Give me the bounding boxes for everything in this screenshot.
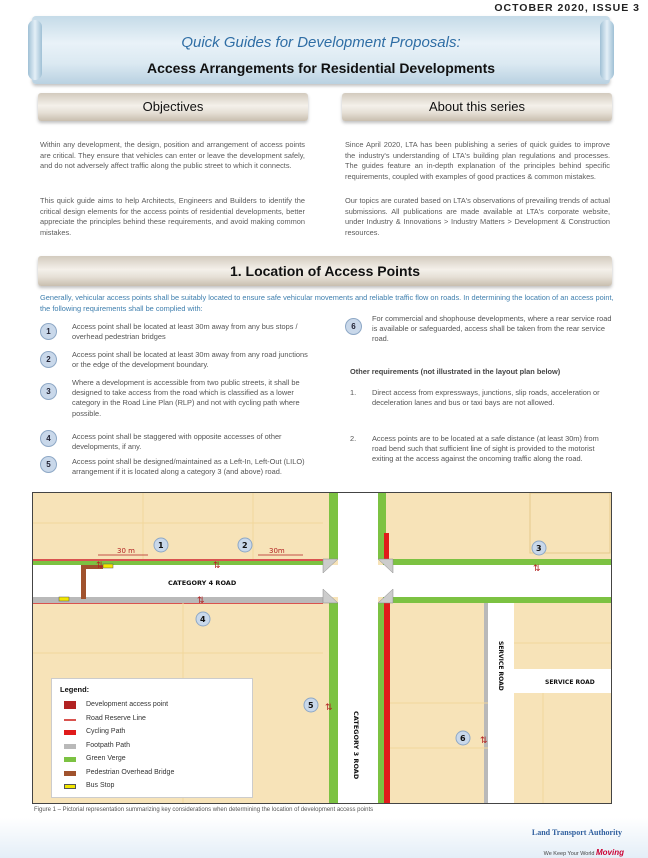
category-4-road-surface [33, 565, 612, 597]
legend-swatch [64, 771, 76, 776]
other-1-num: 1. [350, 388, 357, 397]
about-heading-ribbon [342, 93, 612, 121]
req-3-badge: 3 [40, 383, 57, 400]
legend-title: Legend: [60, 685, 90, 694]
access-arrow-5: ⇅ [325, 703, 333, 713]
service-road-vertical-label: SERVICE ROAD [497, 641, 504, 691]
legend-label: Bus Stop [86, 782, 115, 789]
dim-label-1: 30 m [117, 547, 135, 555]
section-1-intro: Generally, vehicular access points shall be suitably located to ensure safe vehicular movements and reliable traffic flow on roads. In determining the location of an access point, the following requirements shall be complied with: [40, 293, 614, 313]
access-arrow-2: ⇅ [213, 561, 221, 571]
req-2-badge: 2 [40, 351, 57, 368]
objectives-paragraph-1: Within any development, the design, position and arrangement of access points are critical. They ensure that vehicles can enter or leave the development safely, and do not adversely affect traffic along the public street to which it connects. [40, 140, 305, 171]
legend-label: Road Reserve Line [86, 714, 146, 722]
other-1-text: Direct access from expressways, junctions, slip roads, acceleration or deceleration lanes and bus or taxi bays are not allowed. [372, 388, 600, 408]
req-4-text: Access point shall be staggered with opposite accesses of other developments, if any. [72, 432, 282, 452]
objectives-paragraph-2: This quick guide aims to help Architects, Engineers and Builders to identify the critical design elements for the access points of residential developments, better appreciate the principles behind these requirements, and avoid making common mistakes. [40, 196, 305, 237]
other-2-num: 2. [350, 434, 357, 443]
title-banner [32, 16, 610, 84]
req-1-text: Access point shall be located at least 30m away from any bus stops / overhead pedestrian bridges [72, 322, 298, 342]
green-verge-south-east [383, 597, 612, 603]
road-reserve-line-south [33, 603, 323, 604]
req-5-badge: 5 [40, 456, 57, 473]
legend-swatch [64, 730, 76, 735]
service-road-horizontal-label: SERVICE ROAD [545, 679, 595, 686]
cycling-path-east-north [384, 533, 389, 559]
req-6-text: For commercial and shophouse developments, where a rear service road is available or safeguarded, access shall be taken from the rear service road. [372, 314, 612, 344]
legend-swatch [64, 744, 76, 749]
req-1-badge: 1 [40, 323, 57, 340]
map-legend [51, 678, 253, 798]
category-4-road-label: CATEGORY 4 ROAD [168, 579, 237, 587]
access-arrow-1: ⇅ [96, 561, 104, 571]
req-4-badge: 4 [40, 430, 57, 447]
page-title: Access Arrangements for Residential Developments [146, 60, 496, 76]
req-3-text: Where a development is accessible from two public streets, it shall be designed to take access from the road which is classified as a lower category in the Road Line Plan (RLP) and not with cycling path where possible. [72, 378, 300, 418]
bus-stop-west [59, 597, 69, 601]
access-arrow-4: ⇅ [197, 596, 205, 606]
banner-scroll-left [28, 20, 42, 80]
legend-label: Green Verge [86, 755, 126, 762]
bus-stop-north [103, 564, 113, 568]
legend-swatch [64, 701, 76, 709]
logo-line-2: Authority [588, 828, 622, 837]
objectives-heading-ribbon [38, 93, 308, 121]
section-1-heading-ribbon [38, 256, 612, 286]
marker-3-label: 3 [536, 544, 542, 553]
pedestrian-overhead-bridge-vertical [81, 567, 86, 599]
green-verge-east-south [378, 603, 384, 804]
cycling-path-north [33, 559, 323, 561]
legend-swatch [64, 757, 76, 762]
legend-label: Pedestrian Overhead Bridge [86, 768, 175, 776]
green-verge-north-east [383, 559, 612, 565]
legend-label: Footpath Path [86, 741, 130, 749]
marker-1-label: 1 [158, 541, 164, 550]
other-requirements-title: Other requirements (not illustrated in the layout plan below) [350, 367, 561, 376]
cycling-path-east [384, 603, 390, 804]
footpath-south-west [33, 597, 323, 603]
access-arrow-3: ⇅ [533, 564, 541, 574]
tagline-text: We Keep Your World [543, 851, 595, 857]
page-footer [0, 818, 648, 858]
req-2-text: Access point shall be located at least 30m away from any road junctions or the edge of the development boundary. [72, 350, 308, 370]
lta-logo [532, 828, 622, 837]
legend-label: Development access point [86, 701, 169, 708]
service-road-vertical [488, 603, 514, 804]
dim-label-2: 30m [269, 547, 285, 555]
about-paragraph-1: Since April 2020, LTA has been publishing a series of quick guides to improve the industry's understanding of LTA's building plan regulations and processes. The guides feature an in-depth explanation of the principles behind specific requirements, coupled with examples of good practices & common mistakes. [345, 140, 610, 181]
legend-swatch [64, 719, 76, 721]
logo-line-1: Land Transport [531, 828, 587, 837]
category-3-road-label: CATEGORY 3 ROAD [352, 711, 360, 780]
green-verge-west-north [329, 493, 338, 559]
about-paragraph-2: Our topics are curated based on LTA's observations of prevailing trends of actual submissions. All publications are made available at LTA's corporate website, under Industry & Innovations > Industry Matters > Development & Construction resources. [345, 196, 610, 237]
legend-label: Cycling Path [86, 728, 126, 735]
about-heading: About this series [428, 99, 526, 114]
marker-5-label: 5 [308, 701, 314, 710]
req-5-text: Access point shall be designed/maintained as a Left-In, Left-Out (LILO) arrangement if it is located along a category 3 (and above) road. [72, 457, 305, 477]
section-1-heading: 1. Location of Access Points [229, 263, 421, 279]
legend-swatch [64, 784, 76, 789]
other-2-text: Access points are to be located at a safe distance (at least 30m) from road bend such that sufficient line of sight is provided to the motorist exiting at the access against the oncoming traffic along the road. [372, 434, 599, 464]
req-6-badge: 6 [345, 318, 362, 335]
objectives-heading: Objectives [142, 99, 204, 114]
marker-2-label: 2 [242, 541, 248, 550]
access-arrow-6: ⇅ [480, 736, 488, 746]
tagline-moving: Moving [596, 848, 624, 857]
marker-6-label: 6 [460, 734, 466, 743]
figure-caption: Figure 1 – Pictorial representation summarizing key considerations when determining the location of development access points [34, 807, 374, 813]
banner-scroll-right [600, 20, 614, 80]
layout-plan-figure [32, 492, 612, 804]
tagline [544, 848, 624, 857]
series-title: Quick Guides for Development Proposals: [181, 34, 461, 51]
issue-date: OCTOBER 2020, ISSUE 3 [494, 2, 640, 14]
marker-4-label: 4 [200, 615, 206, 624]
